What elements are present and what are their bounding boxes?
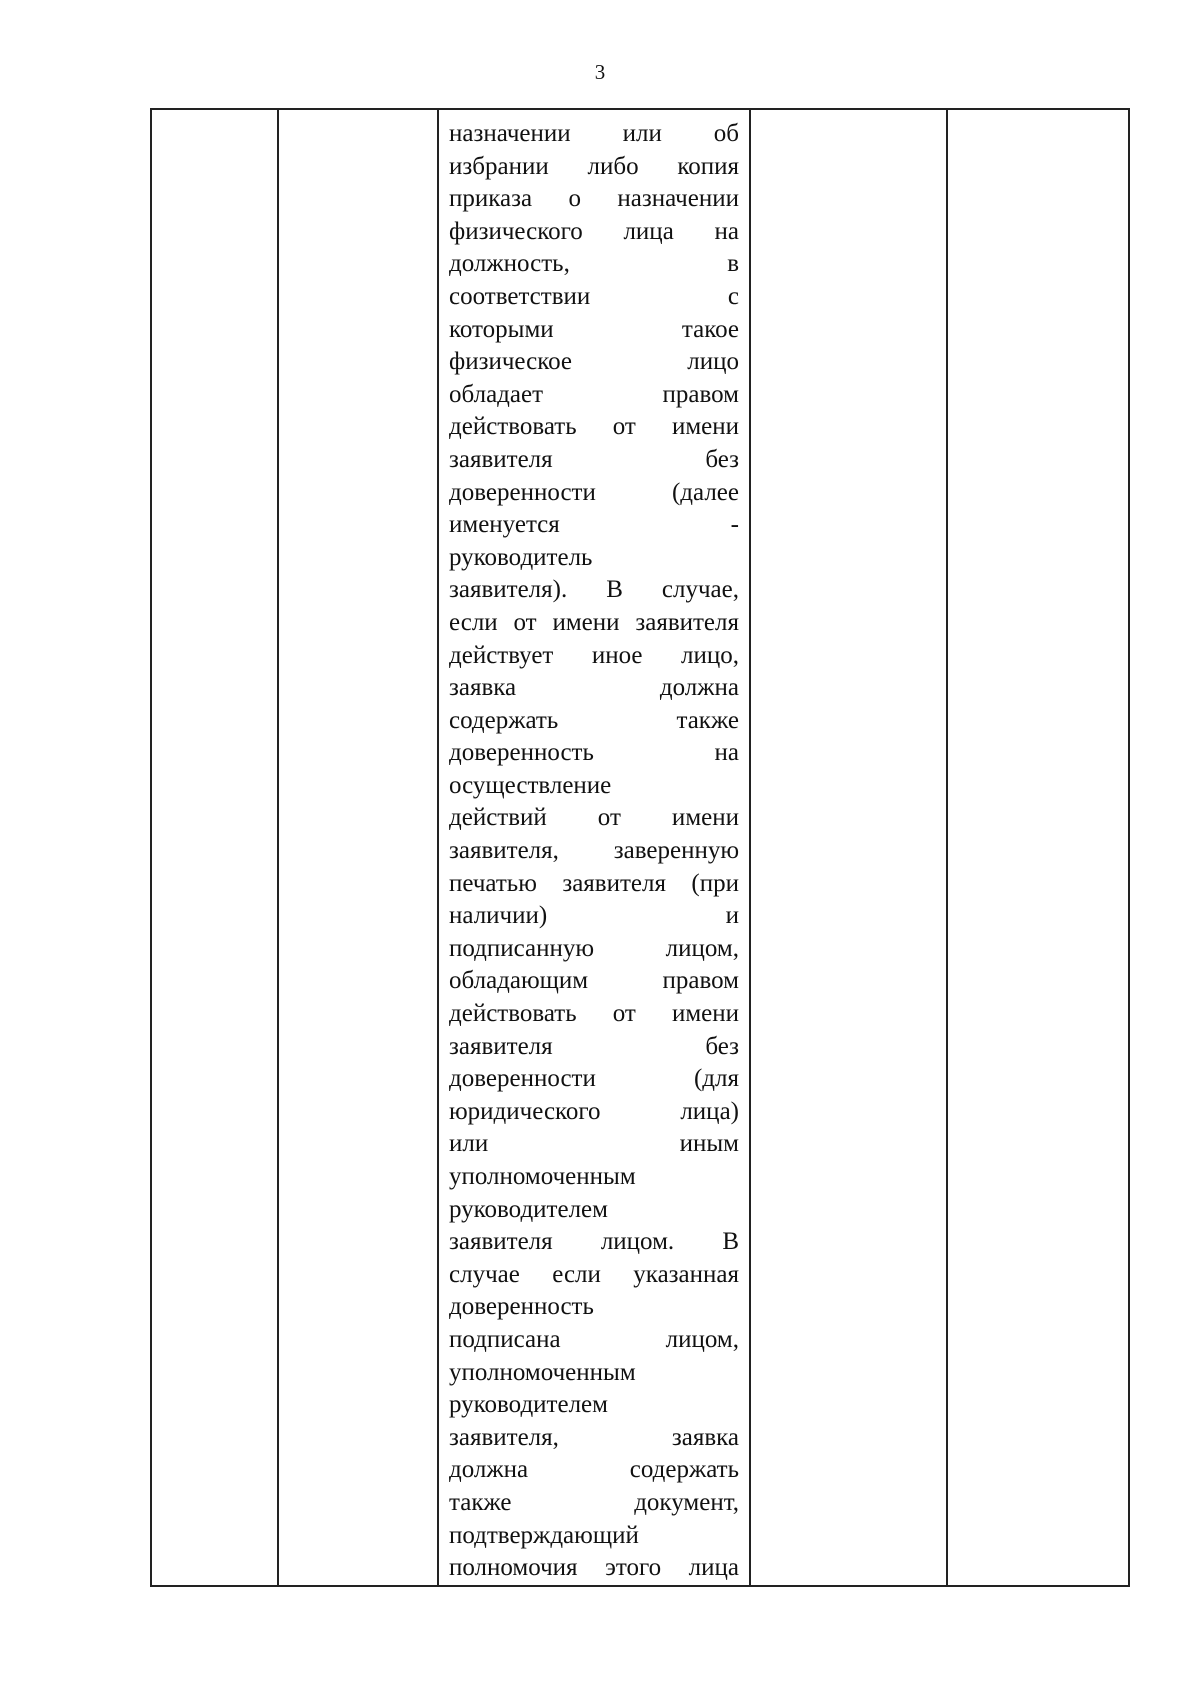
text-line: действий от имени <box>449 804 739 832</box>
table-cell-empty-1 <box>151 109 278 1586</box>
text-line: заявителя без <box>449 1032 739 1060</box>
text-line: или иным <box>449 1130 739 1158</box>
text-line: уполномоченным <box>449 1358 636 1386</box>
text-line: физического лица на <box>449 217 739 245</box>
text-line: подписанную лицом, <box>449 934 739 962</box>
text-line: обладает правом <box>449 380 739 408</box>
text-line: должность, в <box>449 250 739 278</box>
text-line: действует иное лицо, <box>449 641 739 669</box>
text-line: избрании либо копия <box>449 152 739 180</box>
text-line: которыми такое <box>449 315 739 343</box>
text-line: действовать от имени <box>449 413 739 441</box>
text-line: заявителя лицом. В <box>449 1228 739 1256</box>
text-line: заявителя, заверенную <box>449 837 739 865</box>
text-line: заявителя). В случае, <box>449 576 739 604</box>
text-line: печатью заявителя (при <box>449 869 739 897</box>
text-line: осуществление <box>449 771 612 799</box>
text-line: заявка должна <box>449 674 739 702</box>
text-line: именуется - <box>449 511 739 539</box>
text-line: заявителя без <box>449 445 739 473</box>
text-line: действовать от имени <box>449 1000 739 1028</box>
text-line: руководителем <box>449 1391 608 1419</box>
text-line: физическое лицо <box>449 348 739 376</box>
text-line: доверенность <box>449 1293 594 1321</box>
page-number: 3 <box>594 60 606 84</box>
table-row <box>151 109 1129 1586</box>
cell-text-block <box>439 110 749 1585</box>
table-cell-empty-5 <box>947 109 1129 1586</box>
text-line: полномочия этого лица <box>449 1554 739 1582</box>
text-line: также документ, <box>449 1488 739 1516</box>
text-line: доверенности (далее <box>449 478 739 506</box>
table-cell-empty-2 <box>278 109 438 1586</box>
table-cell-empty-4 <box>750 109 947 1586</box>
text-line: юридического лица) <box>449 1097 739 1125</box>
text-line: уполномоченным <box>449 1163 636 1190</box>
text-line: назначении или об <box>449 120 739 147</box>
table-cell-requirements-text <box>438 109 750 1586</box>
text-line: обладающим правом <box>449 967 739 995</box>
text-line: руководителем <box>449 1195 608 1223</box>
text-line: если от имени заявителя <box>449 608 739 636</box>
text-line: наличии) и <box>449 902 739 930</box>
text-line: содержать также <box>449 706 739 734</box>
text-line: доверенности (для <box>449 1065 739 1093</box>
text-line: соответствии с <box>449 282 739 310</box>
text-line: подписана лицом, <box>449 1325 739 1353</box>
text-line: подтверждающий <box>449 1521 639 1549</box>
text-line: приказа о назначении <box>449 185 739 213</box>
text-line: должна содержать <box>449 1456 739 1484</box>
text-line: заявителя, заявка <box>449 1423 739 1451</box>
text-line: доверенность на <box>449 739 739 767</box>
text-line: случае если указанная <box>449 1260 739 1288</box>
text-line: руководитель <box>449 543 593 571</box>
document-table <box>150 108 1130 1587</box>
